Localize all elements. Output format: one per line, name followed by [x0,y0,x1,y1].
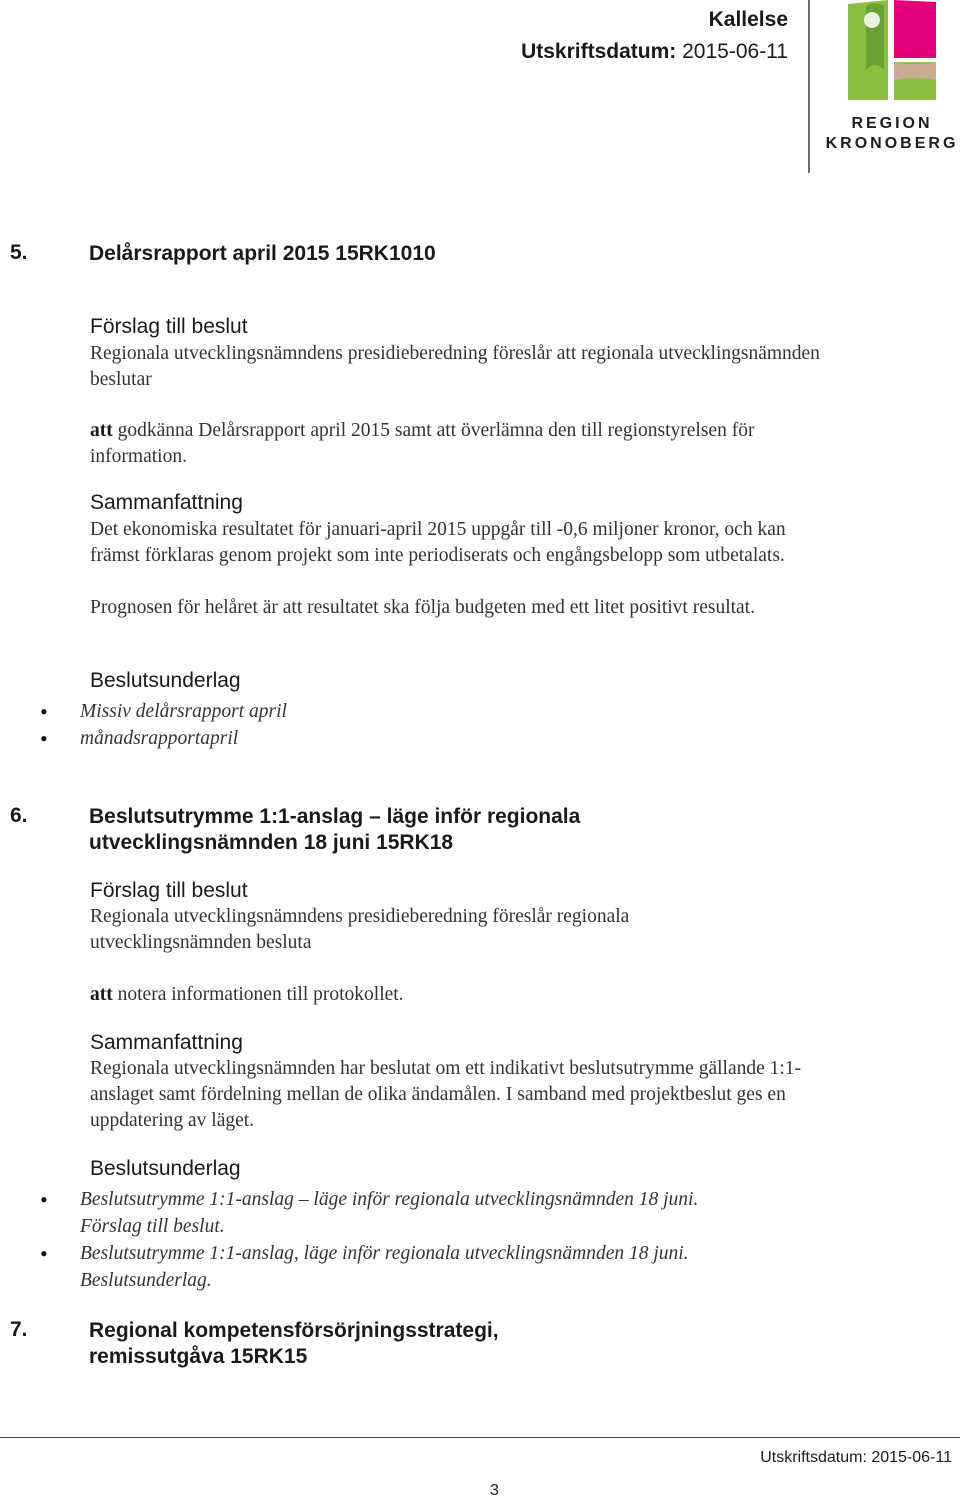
att-word: att [90,420,113,441]
item-number: 7. [10,1318,28,1341]
att-text: godkänna Delårsrapport april 2015 samt att överlämna den till regionstyrelsen för information. [90,420,755,467]
beslutsunderlag-heading: Beslutsunderlag [90,1157,241,1180]
list-item: • Beslutsutrymme 1:1-anslag, läge inför regionala utvecklingsnämnden 18 juni. Beslutsunderlag. [40,1240,800,1294]
logo-text-kronoberg: KRONOBERG [825,135,959,152]
item-title: Beslutsutrymme 1:1-anslag – läge inför regionala utvecklingsnämnden 18 juni 15RK18 [89,805,581,854]
forslag-text: Regionala utvecklingsnämndens presidieberedning föreslår regionala utvecklingsnämnden besluta [90,906,630,953]
forslag-text: Regionala utvecklingsnämndens presidieberedning föreslår att regionala utvecklingsnämnden beslutar [90,343,820,390]
item-title: Delårsrapport april 2015 15RK1010 [89,242,436,265]
sammanfattning-heading: Sammanfattning [90,491,243,514]
document-type: Kallelse [708,8,788,31]
footer-divider [0,1437,960,1438]
forslag-heading: Förslag till beslut [90,879,248,902]
att-text: notera informationen till protokollet. [117,984,404,1005]
logo-divider [808,0,810,173]
beslutsunderlag-heading: Beslutsunderlag [90,669,241,692]
item-number: 6. [10,804,28,827]
footer-print-date: Utskriftsdatum: 2015-06-11 [760,1449,952,1466]
beslutsunderlag-list [40,698,800,752]
page-number: 3 [490,1482,499,1499]
forslag-heading: Förslag till beslut [90,315,248,338]
sammanfattning-text: Det ekonomiska resultatet för januari-april 2015 uppgår till -0,6 miljoner kronor, och kan främst förklaras genom projekt som inte periodiserats och engångsbelopp som utbetalats. [90,519,786,566]
print-date-header [521,40,788,64]
print-date-value: 2015-06-11 [682,40,788,63]
list-item: • Beslutsutrymme 1:1-anslag – läge inför regionala utvecklingsnämnden 18 juni. Förslag till beslut. [40,1186,760,1240]
logo-text-region: REGION [851,115,933,132]
print-date-label: Utskriftsdatum: [521,40,677,63]
item-title: Regional kompetensförsörjningsstrategi, remissutgåva 15RK15 [89,1319,499,1368]
sammanfattning-heading: Sammanfattning [90,1031,243,1054]
sammanfattning-text: Regionala utvecklingsnämnden har beslutat om ett indikativt beslutsutrymme gällande 1:1-anslaget samt fördelning mellan de olika ändamålen. I samband med projektbeslut ges en uppdatering av läget. [90,1058,802,1131]
beslutsunderlag-list [40,1186,800,1294]
item-number: 5. [10,241,28,264]
list-item: • Missiv delårsrapport april [40,698,800,725]
list-item: • månadsrapportapril [40,725,800,752]
region-kronoberg-logo-icon [844,0,940,104]
att-paragraph [90,982,820,1008]
att-paragraph [90,418,820,470]
att-word: att [90,984,113,1005]
sammanfattning-text-2: Prognosen för helåret är att resultatet ska följa budgeten med ett litet positivt resultat. [90,597,755,618]
